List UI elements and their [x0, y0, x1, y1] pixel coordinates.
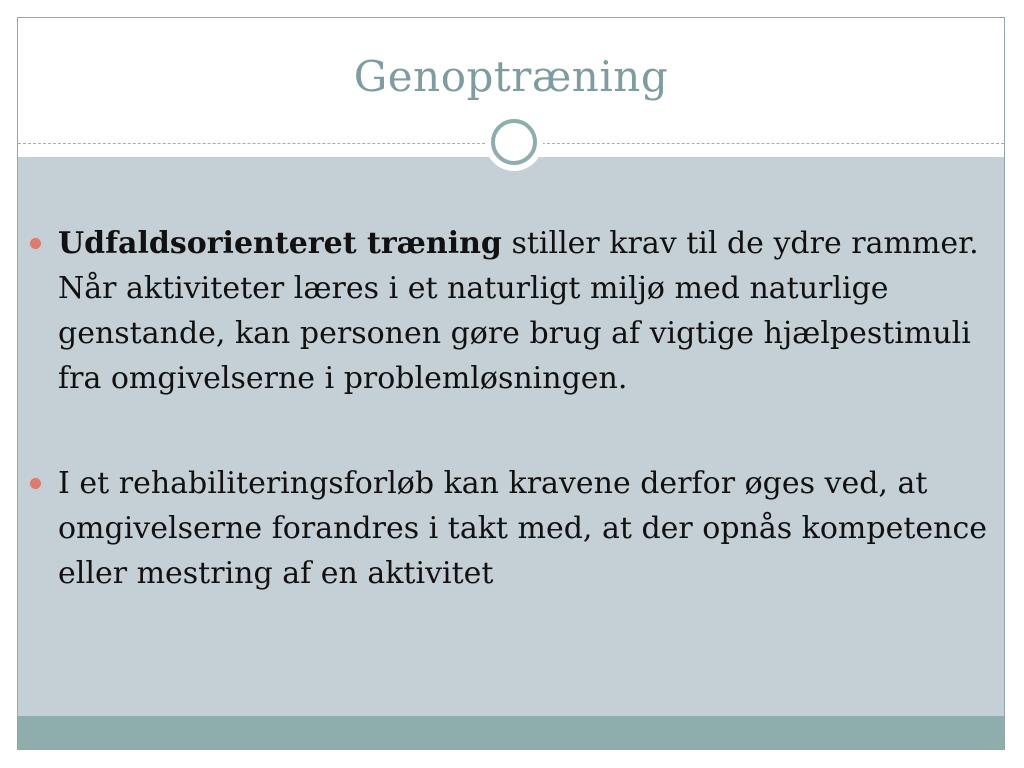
circle-ornament-icon [485, 113, 543, 171]
bullet-bold-lead: Udfaldsorienteret træning [58, 226, 502, 261]
bullet-dot-icon [30, 238, 41, 249]
bullet-text: I et rehabiliteringsforløb kan kravene derfor øges ved, at omgivelserne forandres i takt med, at der opnås kompetence eller mestring af en aktivitet [58, 466, 988, 591]
bullet-list [0, 221, 1024, 596]
footer-band [18, 716, 1004, 750]
bullet-text: stiller krav til de ydre rammer. Når aktiviteter læres i et naturligt miljø med naturlige genstande, kan personen gøre brug af vigtige hjælpestimuli fra omgivelserne i problemløsningen. [58, 226, 979, 396]
bullet-dot-icon [30, 478, 41, 489]
slide-title: Genoptræning [353, 52, 669, 101]
ornament-ring [491, 119, 537, 165]
bullet-item-2 [0, 461, 1024, 596]
bullet-item-1 [0, 221, 1024, 401]
